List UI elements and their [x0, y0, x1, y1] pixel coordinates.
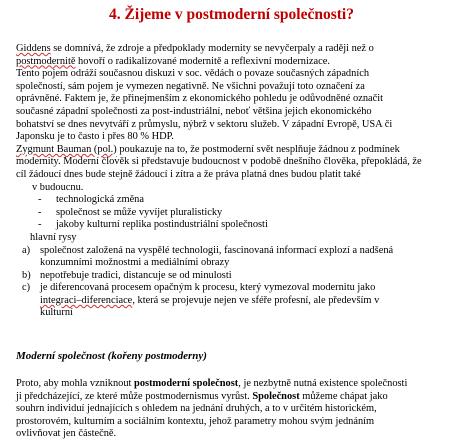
paragraph-line: Giddens se domnívá, že zdroje a předpoklady modernity se nevyčerpaly a raději než o [16, 43, 374, 54]
body-text-section [16, 378, 456, 441]
paragraph-line: ovlivňovat jen částečně. [16, 428, 117, 440]
paragraph-line: modernity. Moderní člověk si představuje budoucnost v podobě dnešního člověka, přepokládá, že [16, 156, 422, 168]
paragraph-line: prostorovém, kulturním a sociálním kontextu, jehož parametry mohou svým jednáním [16, 415, 375, 427]
bullet-marker: - [38, 219, 42, 231]
chapter-heading: 4. Žijeme v postmoderní společnosti? [109, 6, 354, 23]
feature-item-continuation: konzumními možnostmi a mediálními obrazy [40, 257, 230, 269]
bullet-item: - jakoby kulturní replika postindustriální společnosti [38, 219, 268, 231]
bullet-item: - společnost se může vyvíjet pluralisticky [38, 206, 223, 218]
bullet-item: - technologická změna [38, 194, 144, 206]
feature-item: b) nepotřebuje tradici, distancuje se od minulosti [22, 269, 232, 281]
enum-marker: a) [22, 244, 31, 256]
subheading-hlavni-rysy: hlavní rysy [30, 231, 77, 243]
bold-term: Společnost [252, 390, 300, 402]
paragraph-line: ji předcházející, ze které může postmodernismus vyrůst. Společnost můžeme chápat jako [16, 390, 388, 402]
term-postmodernity: postmodernitě [16, 55, 76, 67]
feature-item-continuation: kulturní [40, 307, 73, 319]
paragraph-line: bohatství se dnes nevytváří z průmyslu, nýbrž v sektoru služeb. V západní Evropě, USA či [16, 118, 393, 130]
enum-marker: c) [22, 282, 31, 294]
bullet-marker: - [38, 206, 42, 218]
author-name: Zygmunt Bauman (pol.) [16, 143, 117, 155]
bullet-marker: - [38, 194, 42, 206]
paragraph-line: oprávněné. Faktem je, že přinejmenším z ekonomického pohledu je odůvodněné označit [16, 93, 384, 105]
paragraph-line: Japonsku je to často i přes 80 % HDP. [16, 131, 174, 143]
paragraph-line: společností, sám pojem je vymezen negativně. Ne všichni považují toto označení za [16, 80, 365, 92]
bold-term: postmoderní společnost [134, 378, 239, 389]
paragraph-line: v budoucnu. [32, 181, 84, 193]
section-heading: Moderní společnost (kořeny postmoderny) [16, 350, 207, 362]
paragraph-line: současné západní společnosti za post-industriální, neboť většina jejich ekonomického [16, 105, 372, 117]
term-integration: integraci–diferenciace [40, 294, 133, 306]
feature-item-continuation: integraci–diferenciace, která se projevuje nejen ve sféře profesní, ale především v [40, 294, 380, 306]
paragraph-line: Proto, aby mohla vzniknout postmoderní společnost, je nezbytně nutná existence společnosti [16, 378, 408, 389]
feature-item: c) je diferencovaná procesem opačným k procesu, který vymezoval modernitu jako [22, 282, 376, 294]
paragraph-line: Tento pojem odráží současnou diskuzi v soc. vědách o povaze současných západních [16, 68, 370, 80]
paragraph-line: postmodernitě hovoří o radikalizované modernitě a reflexivní modernizace. [16, 55, 330, 67]
paragraph-line: cíl žádoucí dnes bude stejně žádoucí i zítra a že práva platná dnes budou platit také [16, 168, 361, 180]
paragraph-line: souhrn individuí jednajících s ohledem na jednání druhých, a to v určitém historickém, [16, 403, 377, 415]
paragraph-line: Zygmunt Bauman (pol.) poukazuje na to, že postmoderní svět nesplňuje žádnou z podmínek [16, 143, 400, 155]
feature-item: a) společnost založená na vyspělé technologii, fascinovaná informací explozí a nadšená [22, 244, 394, 256]
enum-marker: b) [22, 269, 31, 281]
body-text [16, 43, 456, 320]
author-name: Giddens [16, 43, 51, 54]
